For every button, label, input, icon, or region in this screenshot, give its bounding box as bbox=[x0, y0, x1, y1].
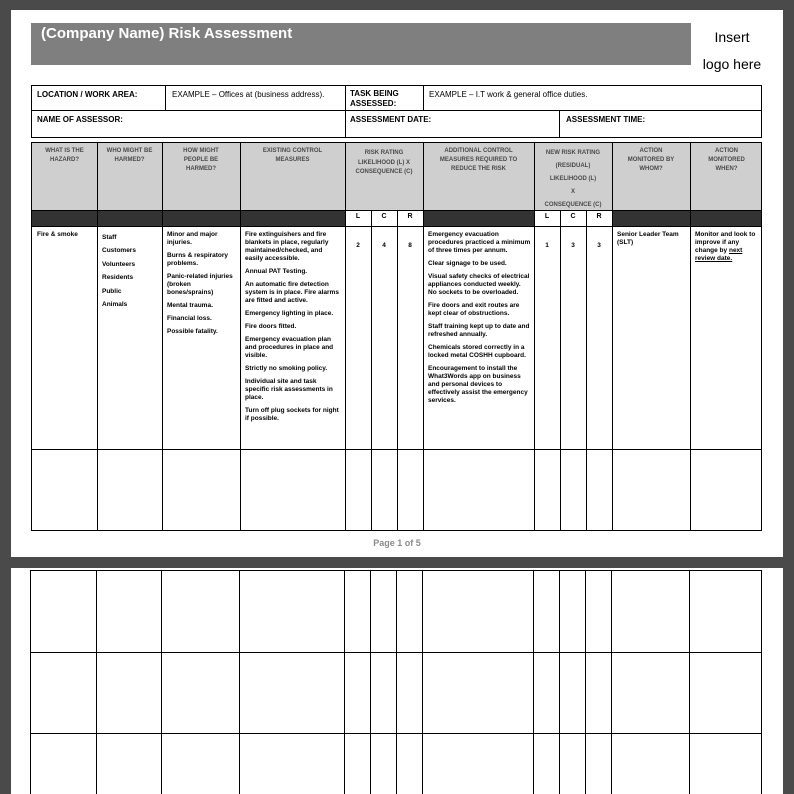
location-value[interactable]: EXAMPLE – Offices at (business address). bbox=[172, 90, 325, 99]
header-new-risk-rating: NEW RISK RATING (RESIDUAL) LIKELIHOOD (L) X CONSEQUENCE (C) bbox=[544, 150, 602, 208]
header-existing: EXISTING CONTROL MEASURES bbox=[262, 148, 323, 163]
new-rating-l[interactable]: 1 bbox=[545, 242, 549, 249]
header-how: HOW MIGHT PEOPLE BE HARMED? bbox=[183, 148, 219, 172]
header-risk-rating: RISK RATING LIKELIHOOD (L) X CONSEQUENCE (C) bbox=[355, 150, 413, 175]
cell-hazard[interactable]: Fire & smoke bbox=[37, 231, 78, 238]
sub-c: C bbox=[381, 213, 387, 220]
sub-r: R bbox=[407, 213, 413, 220]
document-title: (Company Name) Risk Assessment bbox=[41, 25, 293, 42]
cell-how[interactable]: Minor and major injuries. Burns & respiratory problems. Panic-related injuries (broken bones/sprains) Mental trauma. Financial loss. Possible fatality. bbox=[167, 231, 233, 335]
cell-monitored-by[interactable]: Senior Leader Team (SLT) bbox=[617, 231, 679, 246]
sub-new-r: R bbox=[596, 213, 602, 220]
assessment-date-label: ASSESSMENT DATE: bbox=[350, 115, 432, 124]
risk-assessment-table bbox=[31, 142, 762, 531]
header-additional: ADDITIONAL CONTROL MEASURES REQUIRED TO REDUCE THE RISK bbox=[439, 148, 518, 172]
logo-placeholder: Insert logo here bbox=[702, 29, 762, 72]
location-label: LOCATION / WORK AREA: bbox=[37, 90, 138, 99]
new-rating-c[interactable]: 3 bbox=[571, 242, 575, 249]
document-page-1 bbox=[11, 10, 783, 557]
header-monitored-by: ACTION MONITORED BY WHOM? bbox=[627, 148, 675, 172]
rating-r[interactable]: 8 bbox=[408, 242, 412, 249]
assessor-label: NAME OF ASSESSOR: bbox=[37, 115, 123, 124]
sub-new-c: C bbox=[570, 213, 576, 220]
new-rating-r[interactable]: 3 bbox=[597, 242, 601, 249]
risk-assessment-table-continued bbox=[30, 570, 762, 794]
task-label: TASK BEING ASSESSED: bbox=[350, 89, 399, 108]
page-number: Page 1 of 5 bbox=[373, 538, 421, 548]
header-who: WHO MIGHT BE HARMED? bbox=[106, 148, 153, 163]
header-hazard: WHAT IS THE HAZARD? bbox=[45, 148, 84, 163]
cell-monitored-when[interactable]: Monitor and look to improve if any change by next review date. bbox=[695, 231, 756, 262]
cell-who[interactable]: Staff Customers Volunteers Residents Public Animals bbox=[102, 234, 136, 309]
rating-l[interactable]: 2 bbox=[356, 242, 360, 249]
cell-additional-controls[interactable]: Emergency evacuation procedures practiced a minimum of three times per annum. Clear signage to be used. Visual safety checks of electrical appliances conducted weekly. No sockets to be overloaded. Fire doors and exit routes are kept clear of obstructions. Staff training kept up to date and refreshed annually. Chemicals stored correctly in a locked metal COSHH cupboard. Encouragement to install the What3Words app on business and personal devices to effectively assist the emergency services. bbox=[428, 231, 531, 404]
rating-c[interactable]: 4 bbox=[382, 242, 386, 249]
sub-new-l: L bbox=[544, 213, 550, 220]
assessment-info-box bbox=[31, 85, 762, 138]
title-banner bbox=[31, 23, 691, 65]
cell-existing-controls[interactable]: Fire extinguishers and fire blankets in place, regularly maintained/checked, and easily accessible. Annual PAT Testing. An automatic fire detection system is in place. Fire alarms are fitted and active. Emergency lighting in place. Fire doors fitted. Emergency evacuation plan and procedures in place and visible. Strictly no smoking policy. Individual site and task specific risk assessments in place. Turn off plug sockets for night if possible. bbox=[245, 231, 339, 422]
assessment-time-label: ASSESSMENT TIME: bbox=[566, 115, 646, 124]
sub-l: L bbox=[355, 213, 361, 220]
task-value[interactable]: EXAMPLE – I.T work & general office duties. bbox=[429, 90, 588, 99]
header-monitored-when: ACTION MONITORED WHEN? bbox=[708, 148, 745, 172]
